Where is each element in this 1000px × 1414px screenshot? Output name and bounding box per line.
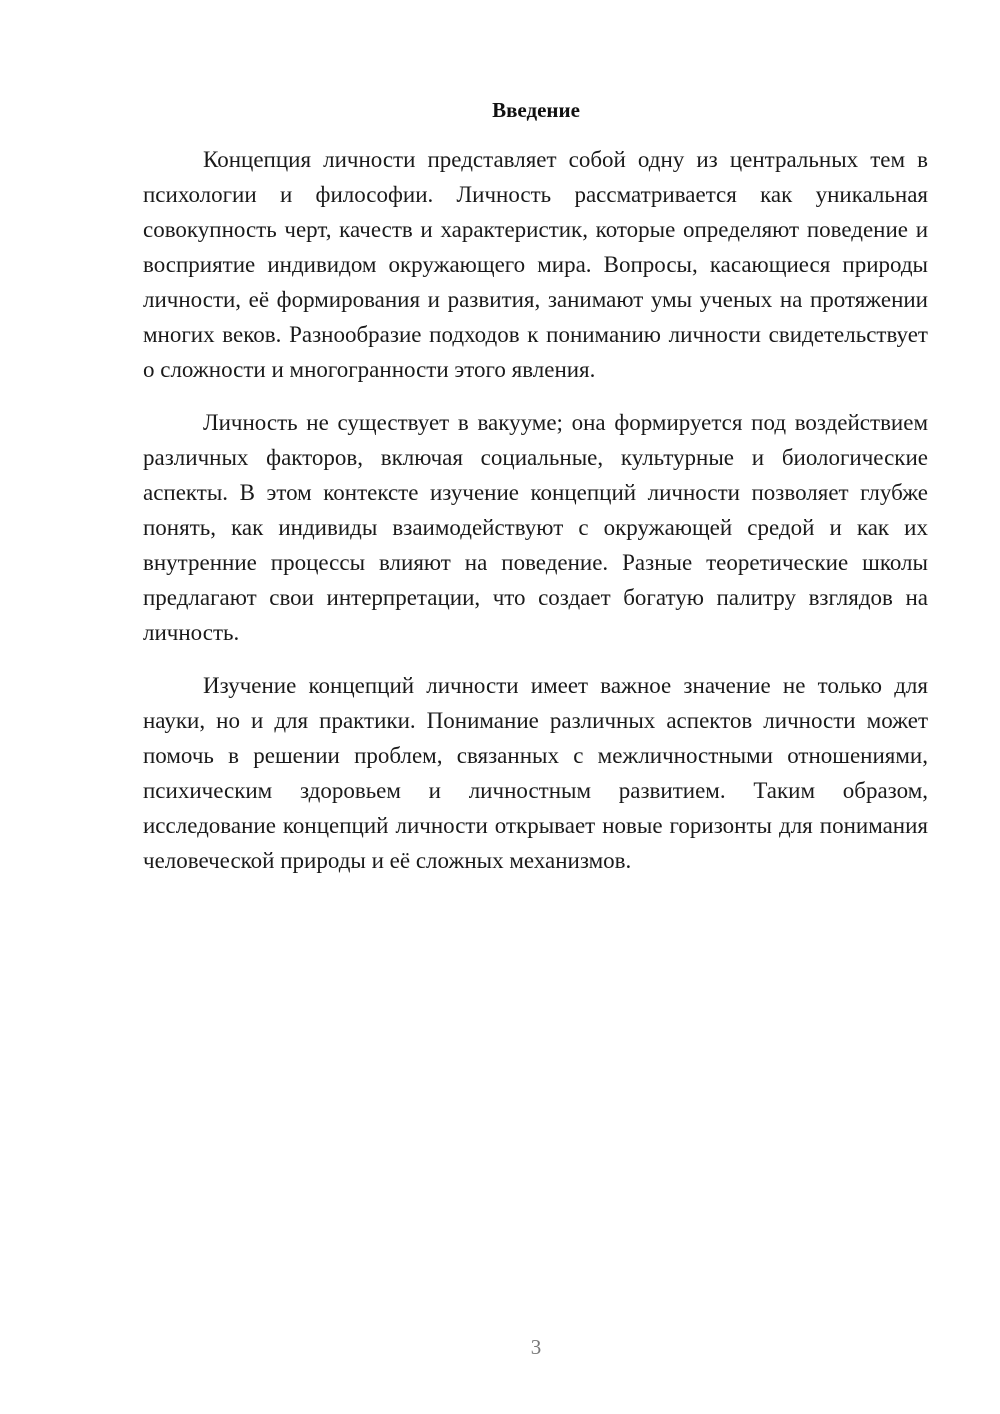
paragraph-2: Личность не существует в вакууме; она формируется под воздействием различных факторов, включая социальные, культурные и биологические аспекты. В этом контексте изучение концепций личности позволяет глубже понять, как индивиды взаимодействуют с окружающей средой и как их внутренние процессы влияют на поведение. Разные теоретические школы предлагают свои интерпретации, что создает богатую палитру взглядов на личность.	[143, 410, 928, 645]
section-heading: Введение	[492, 98, 580, 122]
paragraph-3: Изучение концепций личности имеет важное значение не только для науки, но и для практики. Понимание различных аспектов личности может помочь в решении проблем, связанных с межличностными отношениями, психическим здоровьем и личностным развитием. Таким образом, исследование концепций личности открывает новые горизонты для понимания человеческой природы и её сложных механизмов.	[143, 673, 928, 873]
page-number: 3	[530, 1335, 542, 1359]
paragraph-1: Концепция личности представляет собой одну из центральных тем в психологии и философии. Личность рассматривается как уникальная совокупность черт, качеств и характеристик, которые определяют поведение и восприятие индивидом окружающего мира. Вопросы, касающиеся природы личности, её формирования и развития, занимают умы ученых на протяжении многих веков. Разнообразие подходов к пониманию личности свидетельствует о сложности и многогранности этого явления.	[143, 147, 928, 382]
body-text	[143, 142, 928, 896]
